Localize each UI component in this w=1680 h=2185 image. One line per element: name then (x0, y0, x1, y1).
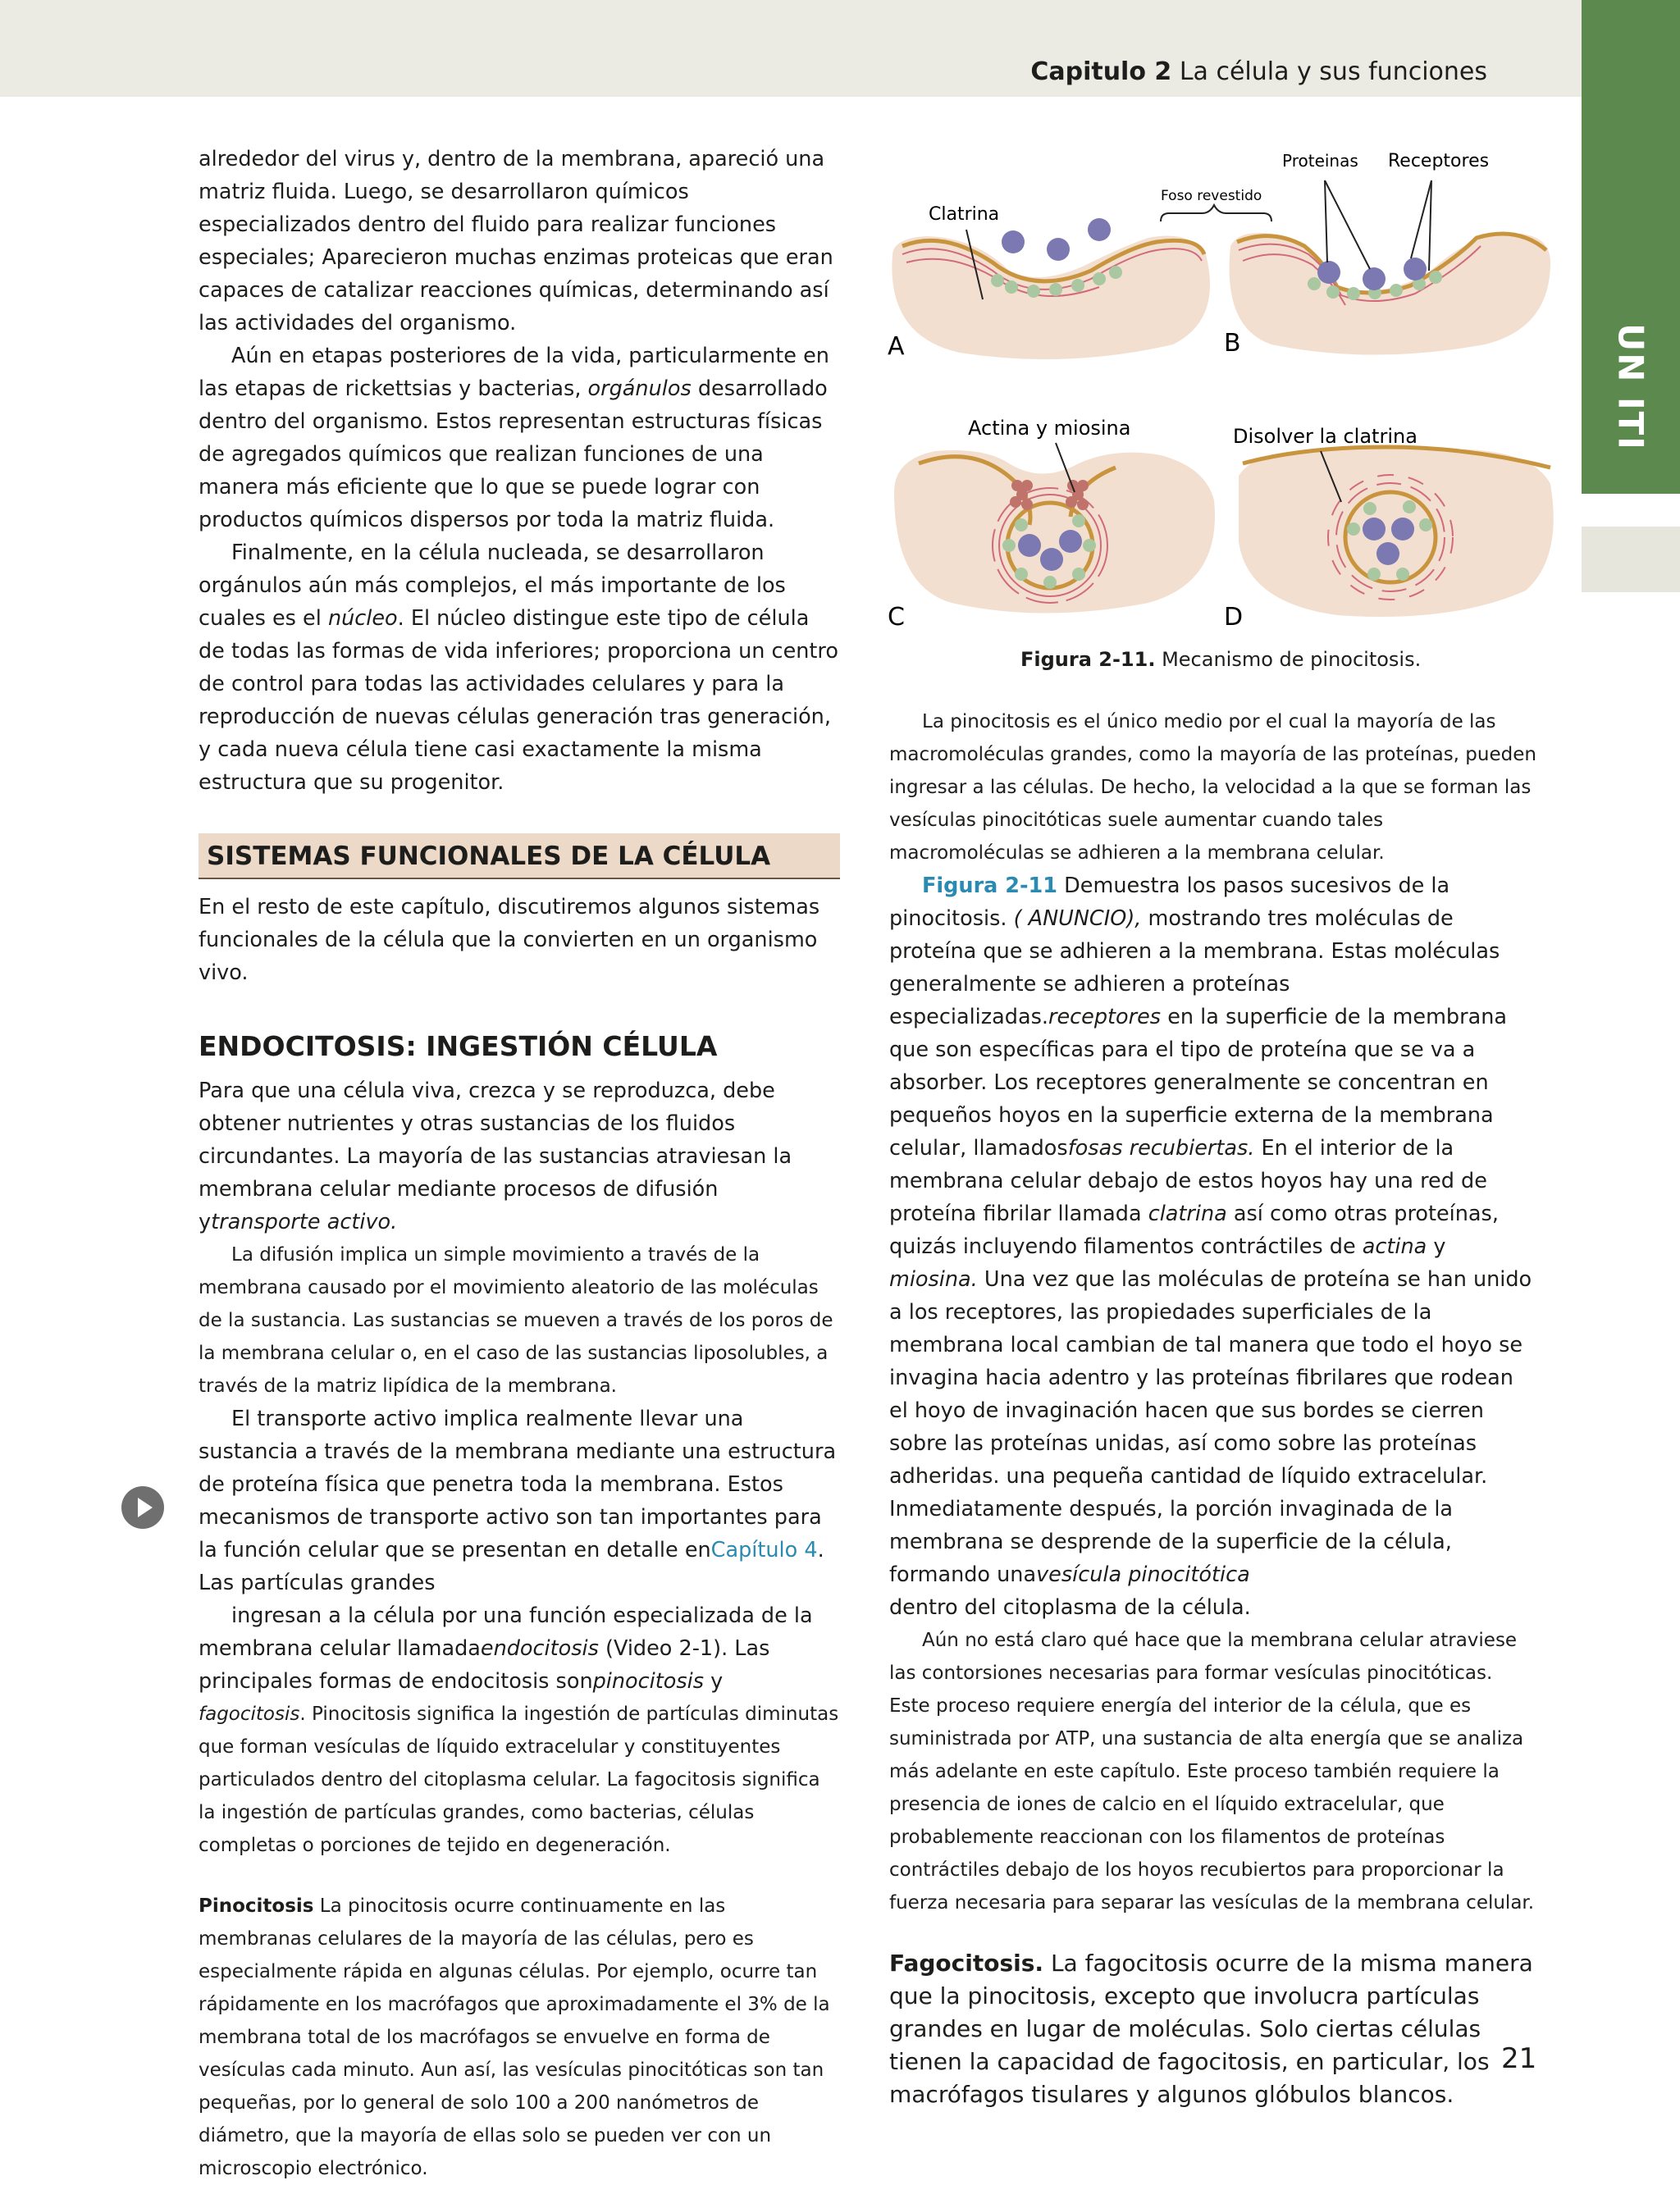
protein (1088, 218, 1111, 241)
paragraph: Figura 2-11 Demuestra los pasos sucesivos de la pinocitosis. ( ANUNCIO), mostrando tres moléculas de proteína que se adhieren a la membrana. Estas moléculas generalmente se adhieren a proteínas especializadas.receptores en la superficie de la membrana que son específicas para el tipo de proteína que se va a absorber. Los receptores generalmente se concentran en pequeños hoyos en la superficie externa de la membrana celular, llamadosfosas recubiertas. En el interior de la membrana celular debajo de estos hoyos hay una red de proteína fibrilar llamada clatrina así como otras proteínas, quizás incluyendo filamentos contráctiles de actina y miosina. Una vez que las moléculas de proteína se han unido a los receptores, las propiedades superficiales de la membrana local cambian de tal manera que todo el hoyo se invagina hacia adentro y las proteínas fibrilares que rodean el hoyo de invaginación hacen que sus bordes se cierren sobre las proteínas unidas, así como sobre las proteínas adheridas. una pequeña cantidad de líquido extracelular. Inmediatamente después, la porción invaginada de la membrana se desprende de la superficie de la célula, formando unavesícula pinocitótica (889, 874, 1532, 1587)
bracket (1161, 205, 1271, 221)
left-column (199, 143, 840, 2185)
receptor (991, 274, 1004, 287)
receptor (1347, 287, 1360, 300)
label-d: D (1224, 603, 1244, 632)
receptor (1396, 568, 1409, 581)
receptor (1002, 539, 1016, 552)
receptor (1027, 285, 1040, 298)
receptor (1005, 281, 1018, 294)
receptor (1109, 266, 1122, 279)
receptor (1071, 279, 1084, 292)
paragraph: Para que una célula viva, crezca y se reproduzca, debe obtener nutrientes y otras sustancias de los fluidos circundantes. La mayoría de las sustancias atraviesan la membrana celular mediante procesos de difusión ytransporte activo. (199, 1079, 792, 1234)
receptor (1015, 568, 1028, 581)
receptor (1363, 502, 1376, 515)
protein (1391, 518, 1414, 541)
subsection-heading: ENDOCITOSIS: INGESTIÓN CÉLULA (199, 1030, 718, 1062)
paragraph: Aún en etapas posteriores de la vida, particularmente en las etapas de rickettsias y bacterias, orgánulos desarrollado dentro del organismo. Estos representan estructuras físicas de agregados químicos que realizan funciones de una manera más eficiente que lo que se puede lograr con productos químicos dispersos por toda la matriz fluida. (199, 344, 829, 532)
section-heading: SISTEMAS FUNCIONALES DE LA CÉLULA (199, 833, 840, 879)
receptor (1043, 576, 1057, 589)
paragraph: ingresan a la célula por una función especializada de la membrana celular llamadaendocitosis (Video 2-1). Las principales formas de endocitosis sonpinocitosis y (199, 1603, 813, 1694)
receptor (1429, 271, 1442, 284)
protein (1376, 542, 1399, 565)
paragraph: La difusión implica un simple movimiento a través de la membrana causado por el movimiento aleatorio de las moléculas de la sustancia. Las sustancias se mueven a través de los poros de la membrana celular o, en el caso de las sustancias liposolubles, a través de la matriz lipídica de la membrana. (199, 1244, 833, 1397)
unit-side-tab-secondary[interactable] (1582, 527, 1680, 592)
receptor (1308, 277, 1321, 290)
paragraph: Finalmente, en la célula nucleada, se desarrollaron orgánulos aún más complejos, el más importante de los cuales es el núcleo. El núcleo distingue este tipo de célula de todas las formas de vida inferiores; proporciona un centro de control para todas las actividades celulares y para la reproducción de nuevas células generación tras generación, y cada nueva célula tiene casi exactamente la misma estructura que su progenitor. (199, 541, 838, 795)
receptor (1083, 539, 1096, 552)
page-number: 21 (1501, 2042, 1537, 2075)
right-column (889, 705, 1537, 2111)
actin-myosin (1066, 496, 1077, 508)
protein (1363, 267, 1386, 290)
paragraph: En el resto de este capítulo, discutiremos algunos sistemas funcionales de la célula que la convierten en un organismo vivo. (199, 895, 820, 985)
pinocytosis-diagram (878, 131, 1575, 656)
chapter-title: La célula y sus funciones (1179, 57, 1487, 86)
receptor (1015, 518, 1028, 531)
protein (1363, 518, 1386, 541)
actin-myosin (1010, 496, 1021, 508)
paragraph: Fagocitosis. La fagocitosis ocurre de la misma manera que la pinocitosis, excepto que involucra partículas grandes en lugar de moléculas. Solo ciertas células tienen la capacidad de fagocitosis, en particular, los macrófagos tisulares y algunos glóbulos blancos. (889, 1950, 1533, 2108)
actin-myosin (1077, 499, 1089, 510)
panel-a (888, 204, 1210, 361)
receptor (1403, 500, 1416, 513)
actin-myosin (1021, 499, 1033, 510)
label-disolver: Disolver la clatrina (1233, 425, 1418, 448)
protein (1002, 230, 1025, 253)
paragraph: fagocitosis. Pinocitosis significa la ingestión de partículas diminutas que forman vesículas de líquido extracelular y constituyentes particulados dentro del citoplasma celular. La fagocitosis significa la ingestión de partículas grandes, como bacterias, células completas o porciones de tejido en degeneración. (199, 1704, 839, 1856)
paragraph: Aún no está claro qué hace que la membrana celular atraviese las contorsiones necesarias para formar vesículas pinocitóticas. Este proceso requiere energía del interior de la célula, que es suministrada por ATP, una sustancia de alta energía que se analiza más adelante en este capítulo. Este proceso también requiere la presencia de iones de calcio en el líquido extracelular, que probablemente reaccionan con los filamentos de proteínas contráctiles debajo de los hoyos recubiertos para proporcionar la fuerza necesaria para separar las vesículas de la membrana celular. (889, 1630, 1535, 1914)
paragraph: dentro del citoplasma de la célula. (889, 1595, 1251, 1620)
chapter-label: Capitulo 2 (1030, 57, 1172, 86)
protein (1047, 238, 1070, 261)
receptor (1367, 568, 1381, 581)
protein (1059, 530, 1082, 553)
protein (1040, 548, 1063, 571)
receptor (1072, 514, 1085, 527)
panel-c (888, 417, 1215, 632)
receptor (1419, 518, 1432, 531)
video-play-button[interactable] (121, 1486, 164, 1529)
label-a: A (888, 332, 905, 361)
panel-b (1161, 151, 1550, 358)
paragraph: La pinocitosis es el único medio por el cual la mayoría de las macromoléculas grandes, como la mayoría de las proteínas, pueden ingresar a las células. De hecho, la velocidad a la que se forman las vesículas pinocitóticas suele aumentar cuando tales macromoléculas se adhieren a la membrana celular. (889, 711, 1536, 864)
chapter-4-link[interactable]: Capítulo 4 (710, 1538, 818, 1562)
cell-body (1230, 233, 1550, 355)
label-actina: Actina y miosina (968, 417, 1131, 440)
pointer-line (1411, 180, 1431, 258)
pointer-line (1325, 180, 1370, 269)
receptor (1347, 522, 1360, 536)
label-b: B (1224, 329, 1241, 358)
label-foso: Foso revestido (1161, 188, 1262, 204)
paragraph: alrededor del virus y, dentro de la membrana, apareció una matriz fluida. Luego, se desarrollaron químicos especializados dentro del fluido para realizar funciones especiales; Aparecieron muchas enzimas proteicas que eran capaces de catalizar reacciones químicas, determinando así las actividades del organismo. (199, 147, 833, 335)
label-proteinas: Proteinas (1282, 151, 1358, 171)
protein (1404, 258, 1427, 281)
figure-caption: Figura 2-11. Mecanismo de pinocitosis. (1020, 648, 1422, 671)
protein (1317, 261, 1340, 284)
pointer-line (1325, 180, 1327, 262)
figure-2-11 (878, 131, 1575, 656)
label-receptores: Receptores (1388, 151, 1490, 171)
receptor (1072, 568, 1085, 581)
receptor (1326, 285, 1340, 299)
label-clatrina: Clatrina (929, 204, 1000, 225)
unit-tab-label (1582, 323, 1680, 492)
paragraph: El transporte activo implica realmente llevar una sustancia a través de la membrana mediante una estructura de proteína física que penetra toda la membrana. Estos mecanismos de transporte activo son tan importantes para la función celular que se presentan en detalle enCapítulo 4. Las partículas grandes (199, 1407, 837, 1595)
panel-d (1224, 425, 1554, 632)
pointer-line (1429, 180, 1431, 271)
protein (1018, 534, 1041, 557)
receptor (1390, 284, 1403, 297)
paragraph: Pinocitosis La pinocitosis ocurre continuamente en las membranas celulares de la mayoría de las células, pero es especialmente rápida en algunas células. Por ejemplo, ocurre tan rápidamente en los macrófagos que aproximadamente el 3% de la membrana total de los macrófagos se envuelve en forma de vesículas cada minuto. Aun así, las vesículas pinocitóticas son tan pequeñas, por lo general de solo 100 a 200 nanómetros de diámetro, que la mayoría de ellas solo se pueden ver con un microscopio electrónico. (199, 1895, 830, 2179)
figure-2-11-link[interactable]: Figura 2-11 (922, 874, 1058, 898)
label-c: C (888, 603, 905, 632)
receptor (1049, 283, 1062, 296)
receptor (1093, 272, 1106, 285)
unit-tab-text: UN ITI (1610, 323, 1651, 451)
running-header (1030, 57, 1487, 86)
